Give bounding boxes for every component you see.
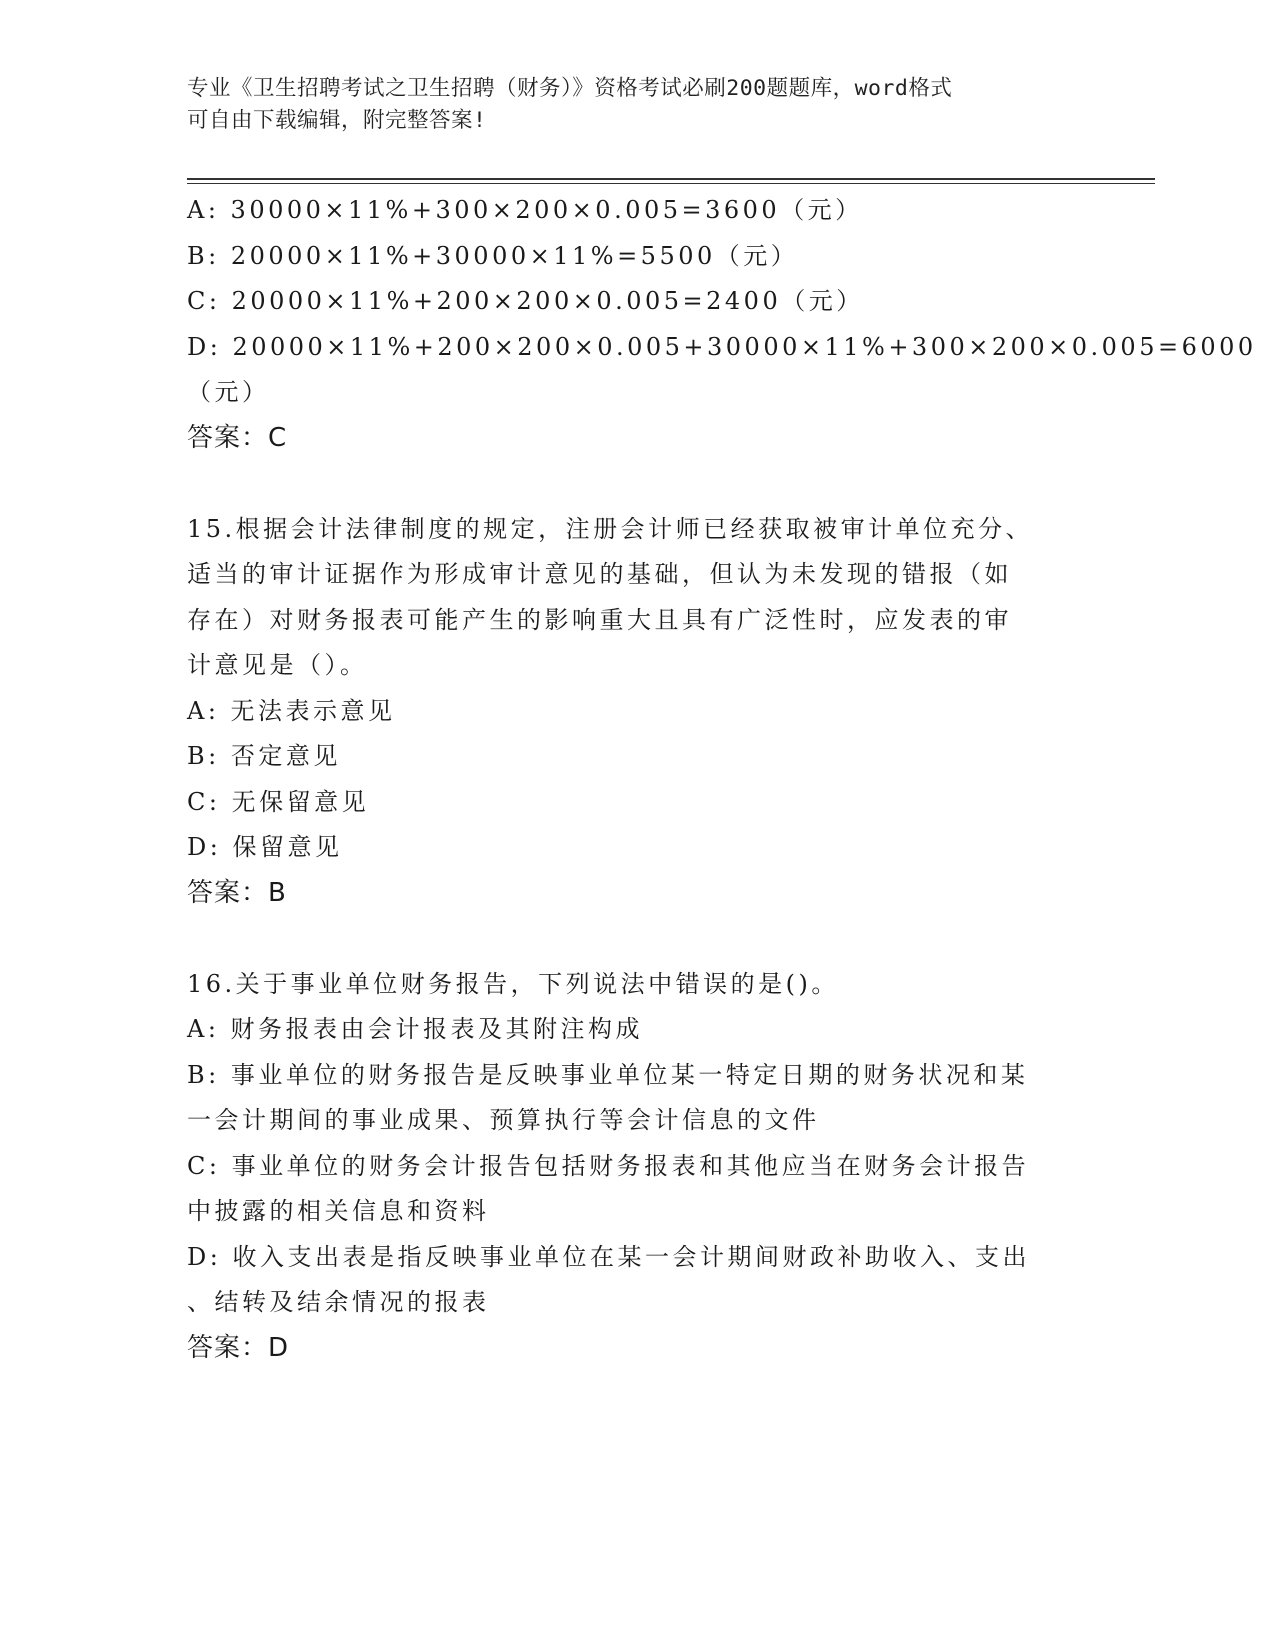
question-text-line-1: 16.关于事业单位财务报告，下列说法中错误的是()。: [187, 969, 839, 998]
answer: 答案：B: [187, 877, 287, 908]
option-b-line-2: 一会计期间的事业成果、预算执行等会计信息的文件: [187, 1106, 820, 1134]
option-a: A: 30000×11%+300×200×0.005=3600（元）: [187, 196, 863, 224]
header-divider-thick: [187, 178, 1155, 180]
option-a: A: 无法表示意见: [187, 696, 396, 725]
option-c: C: 无保留意见: [187, 787, 370, 816]
option-d: D: 保留意见: [187, 833, 343, 861]
header-divider-thin: [187, 183, 1155, 184]
option-c-line-1: C: 事业单位的财务会计报告包括财务报表和其他应当在财务会计报告: [187, 1151, 1030, 1180]
question-15: [187, 507, 1087, 917]
spacer: [187, 916, 1087, 962]
question-16: [187, 962, 1087, 1372]
document-header: [187, 73, 1087, 137]
question-14-options: [187, 188, 1257, 461]
option-c-line-2: 中披露的相关信息和资料: [187, 1197, 490, 1225]
option-c: C: 20000×11%+200×200×0.005=2400（元）: [187, 287, 864, 315]
option-b-line-1: B: 事业单位的财务报告是反映事业单位某一特定日期的财务状况和某: [187, 1060, 1029, 1089]
answer: 答案：D: [187, 1332, 290, 1363]
option-d-line-2: （元）: [187, 378, 270, 406]
option-b: B: 20000×11%+30000×11%=5500（元）: [187, 241, 799, 270]
spacer: [187, 461, 1087, 507]
question-content: [187, 188, 1257, 1371]
option-d-line-2: 、结转及结余情况的报表: [187, 1288, 490, 1316]
option-d-line-1: D: 收入支出表是指反映事业单位在某一会计期间财政补助收入、支出: [187, 1242, 1030, 1271]
option-a: A: 财务报表由会计报表及其附注构成: [187, 1015, 644, 1043]
header-title-line-2: 可自由下载编辑，附完整答案!: [187, 108, 487, 133]
answer: 答案：C: [187, 422, 288, 453]
question-text-line-2: 适当的审计证据作为形成审计意见的基础，但认为未发现的错报（如: [187, 560, 1012, 588]
question-text-line-1: 15.根据会计法律制度的规定，注册会计师已经获取被审计单位充分、: [187, 514, 1034, 543]
question-text-line-4: 计意见是（）。: [187, 651, 368, 679]
header-title-line-1: 专业《卫生招聘考试之卫生招聘（财务）》资格考试必刷200题题库，word格式: [187, 76, 953, 101]
question-text-line-3: 存在）对财务报表可能产生的影响重大且具有广泛性时，应发表的审: [187, 605, 1012, 634]
option-d-line-1: D: 20000×11%+200×200×0.005+30000×11%+300×200×0.005=6000: [187, 332, 1257, 361]
option-b: B: 否定意见: [187, 742, 341, 770]
